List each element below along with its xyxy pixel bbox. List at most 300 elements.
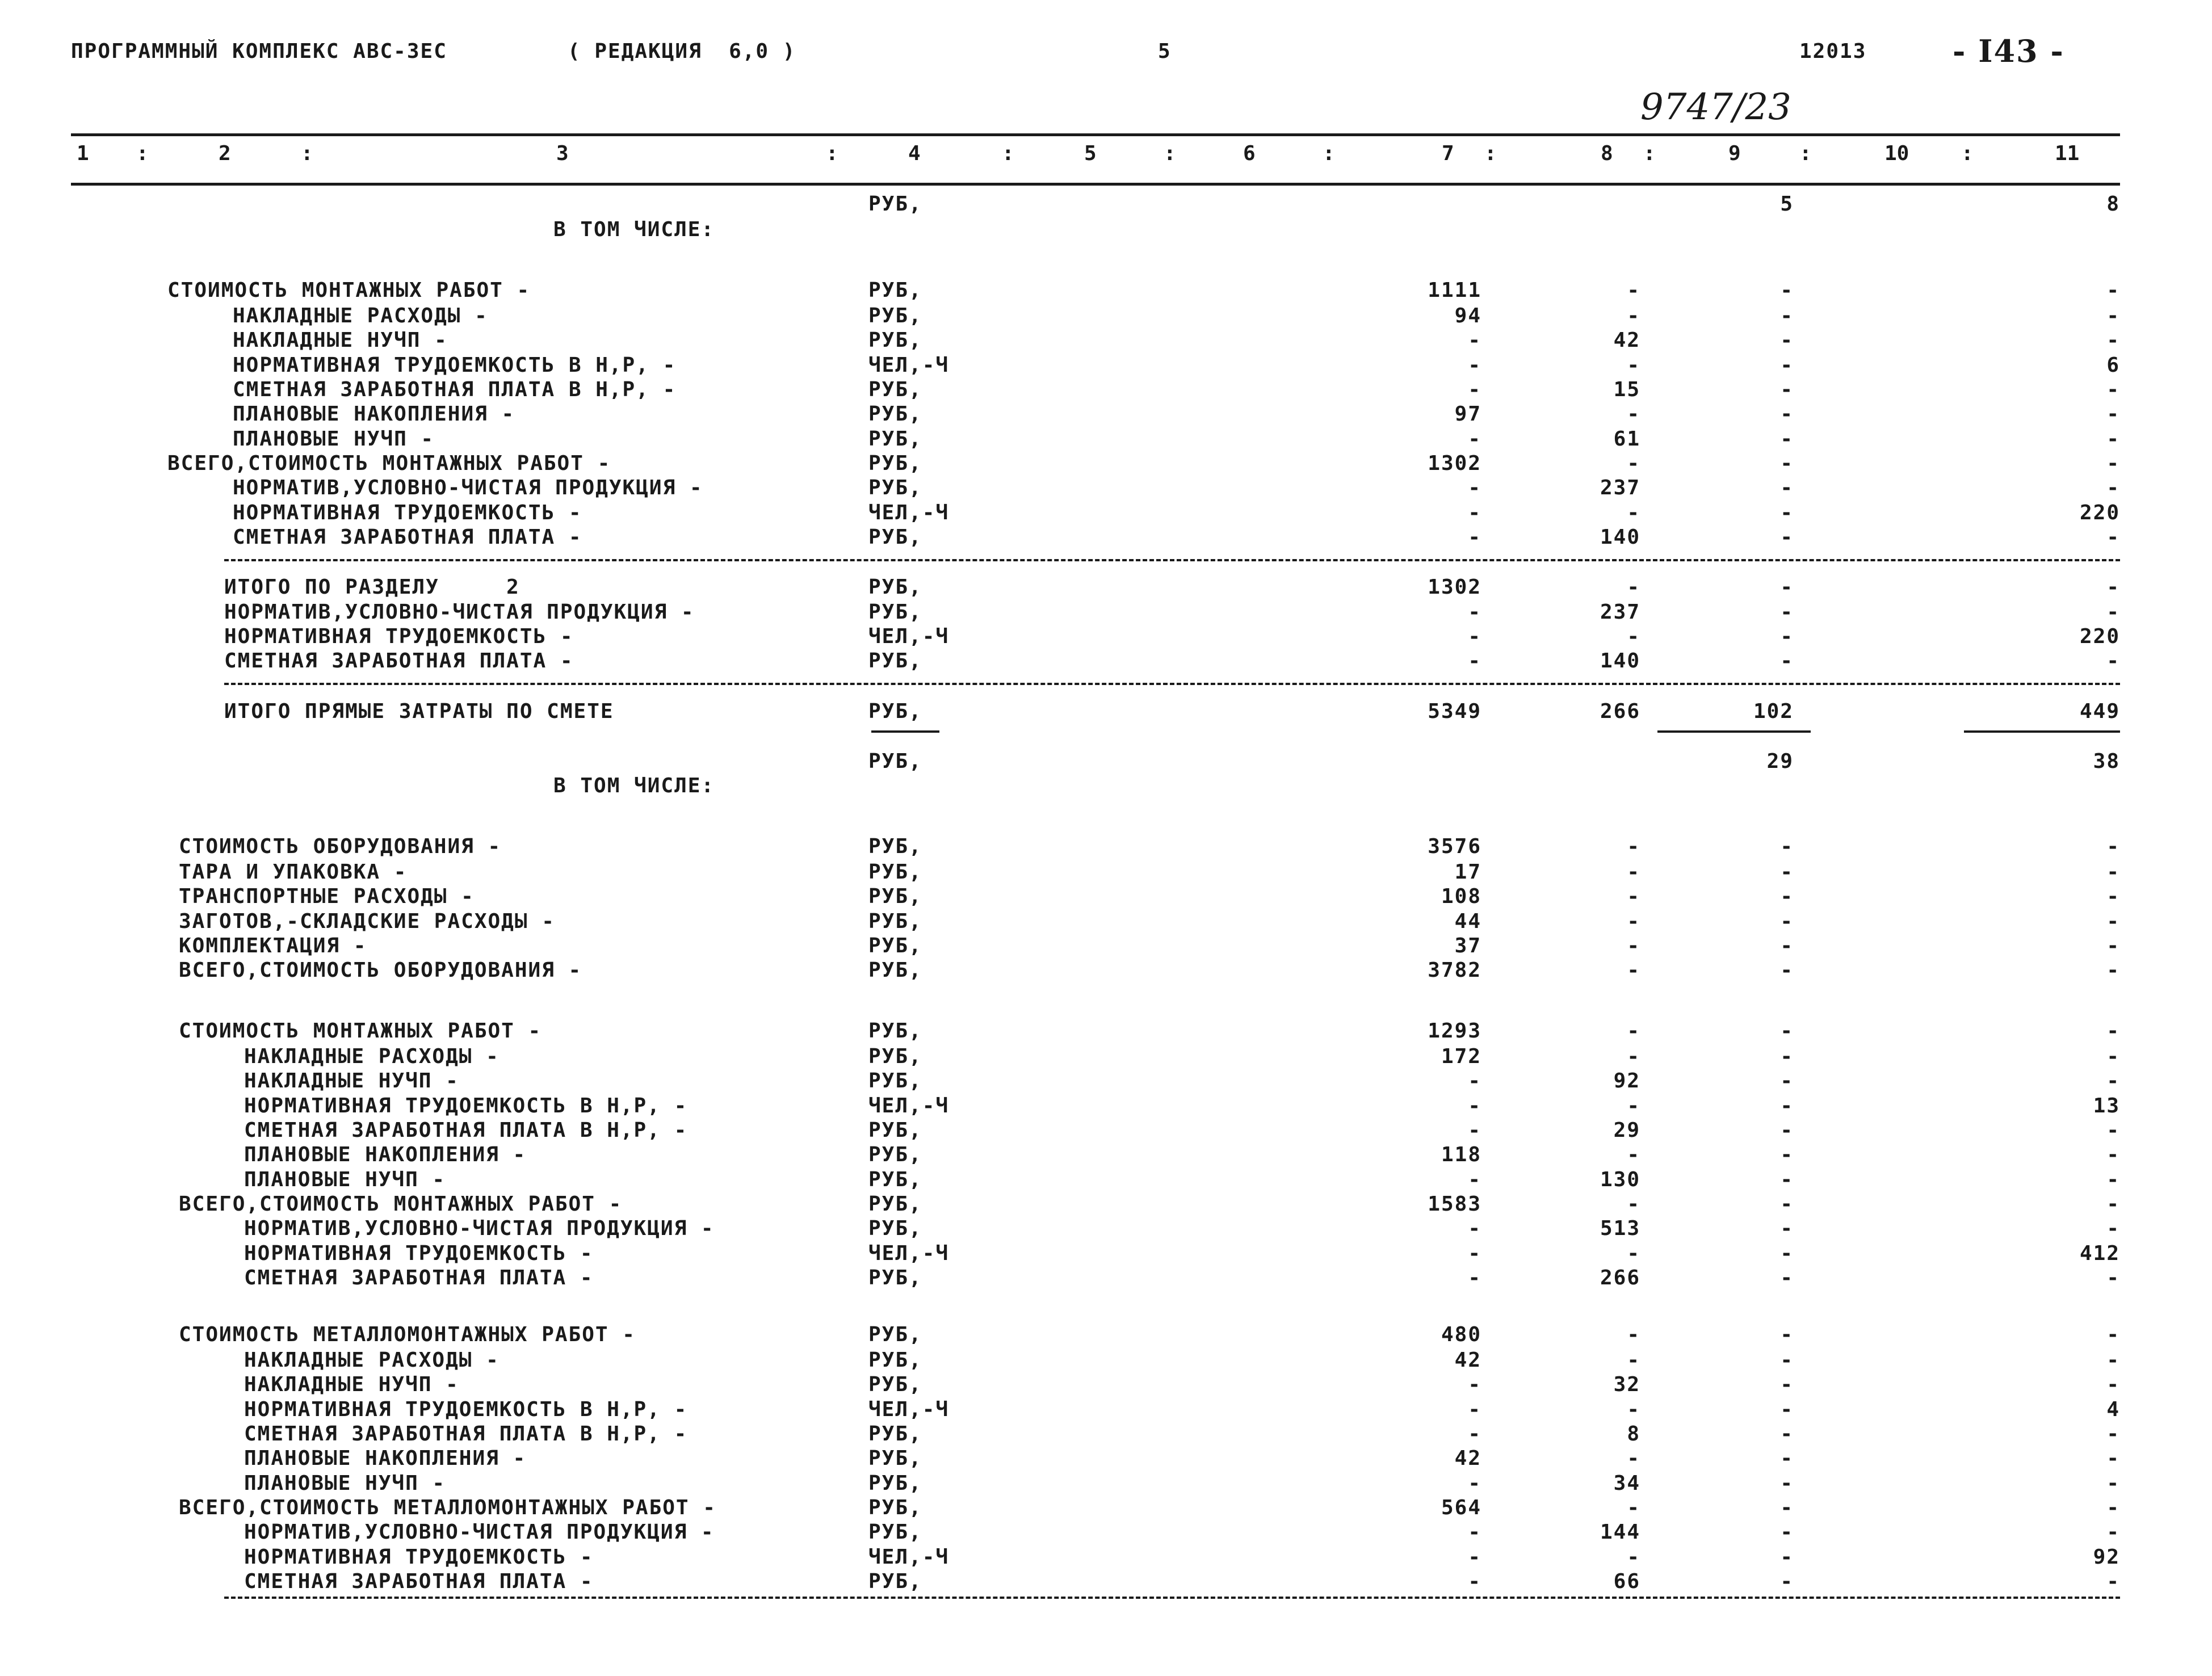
cell-col7: - (1468, 1119, 1481, 1142)
section-rule (224, 683, 2120, 685)
cell-col7: 1302 (1428, 452, 1481, 475)
row-unit: РУБ, (868, 1119, 922, 1142)
cell-col7: 172 (1441, 1045, 1481, 1068)
cell-col8: - (1627, 1019, 1640, 1043)
row-unit: РУБ, (868, 1570, 922, 1593)
cell-col9: - (1780, 476, 1794, 499)
cell-col8: - (1627, 625, 1640, 648)
row-unit: РУБ, (868, 1349, 922, 1372)
cell-col11: - (2106, 1472, 2120, 1495)
cell-col11: - (2106, 1422, 2120, 1446)
row-label: ВСЕГО,СТОИМОСТЬ МОНТАЖНЫХ РАБОТ - (179, 1192, 623, 1216)
column-separator: : (1323, 142, 1335, 165)
cell-col7: 1302 (1428, 576, 1481, 599)
cell-col7: - (1468, 427, 1481, 451)
cell-col9: - (1780, 1496, 1794, 1519)
row-label: НОРМАТИВНАЯ ТРУДОЕМКОСТЬ В Н,Р, - (244, 1094, 688, 1118)
cell-col9: 5 (1780, 192, 1794, 216)
cell-col9: - (1780, 1349, 1794, 1372)
row-label: НАКЛАДНЫЕ НУЧП - (233, 329, 448, 352)
row-unit: РУБ, (868, 378, 922, 401)
row-label: ВСЕГО,СТОИМОСТЬ МОНТАЖНЫХ РАБОТ - (167, 452, 611, 475)
cell-col8: 15 (1613, 378, 1640, 401)
cell-col11: 92 (2093, 1545, 2120, 1569)
row-unit: РУБ, (868, 192, 922, 216)
row-unit: РУБ, (868, 860, 922, 884)
cell-col11: - (2106, 1069, 2120, 1093)
cell-col8: 140 (1600, 649, 1640, 673)
column-separator: : (136, 142, 149, 165)
cell-col7: 1583 (1428, 1192, 1481, 1216)
cell-col8: 513 (1600, 1217, 1640, 1240)
cell-col11: - (2106, 885, 2120, 908)
cell-col8: - (1627, 835, 1640, 858)
cell-col11: 220 (2079, 625, 2120, 648)
cell-col8: 61 (1613, 427, 1640, 451)
column-separator: : (1643, 142, 1656, 165)
row-label: НАКЛАДНЫЕ РАСХОДЫ - (244, 1349, 500, 1372)
cell-col9: - (1780, 427, 1794, 451)
section-rule (224, 1597, 2120, 1599)
cell-col7: - (1468, 1242, 1481, 1265)
cell-col9: - (1780, 1217, 1794, 1240)
cell-col9: - (1780, 452, 1794, 475)
cell-col9: - (1780, 1520, 1794, 1544)
cell-col9: - (1780, 1192, 1794, 1216)
row-label: НОРМАТИВ,УСЛОВНО-ЧИСТАЯ ПРОДУКЦИЯ - (244, 1520, 715, 1544)
row-label: СМЕТНАЯ ЗАРАБОТНАЯ ПЛАТА В Н,Р, - (244, 1119, 688, 1142)
cell-col7: - (1468, 1422, 1481, 1446)
column-header-1: 1 (77, 142, 89, 165)
row-label: ИТОГО ПО РАЗДЕЛУ 2 (224, 576, 520, 599)
cell-col7: - (1468, 1168, 1481, 1191)
row-label: НОРМАТИВ,УСЛОВНО-ЧИСТАЯ ПРОДУКЦИЯ - (244, 1217, 715, 1240)
column-separator: : (1484, 142, 1497, 165)
cell-col8: - (1627, 576, 1640, 599)
cell-col9: - (1780, 910, 1794, 933)
row-label: НОРМАТИВ,УСЛОВНО-ЧИСТАЯ ПРОДУКЦИЯ - (224, 600, 695, 624)
cell-col9: - (1780, 1266, 1794, 1289)
cell-col9: - (1780, 1094, 1794, 1118)
cell-col7: - (1468, 625, 1481, 648)
cell-col8: 266 (1600, 1266, 1640, 1289)
row-unit: РУБ, (868, 1323, 922, 1346)
cell-col9: - (1780, 526, 1794, 549)
cell-col7: - (1468, 1373, 1481, 1396)
cell-col8: 144 (1600, 1520, 1640, 1544)
cell-col8: 130 (1600, 1168, 1640, 1191)
cell-col7: - (1468, 329, 1481, 352)
row-label: СМЕТНАЯ ЗАРАБОТНАЯ ПЛАТА В Н,Р, - (233, 378, 677, 401)
row-unit: РУБ, (868, 1045, 922, 1068)
cell-col9: - (1780, 1422, 1794, 1446)
row-unit: РУБ, (868, 329, 922, 352)
cell-col9: - (1780, 378, 1794, 401)
cell-col11: - (2106, 1349, 2120, 1372)
cell-col11: - (2106, 600, 2120, 624)
underline-rule (871, 730, 939, 733)
cell-col11: - (2106, 1496, 2120, 1519)
cell-col11: 4 (2106, 1398, 2120, 1421)
row-label: СТОИМОСТЬ МЕТАЛЛОМОНТАЖНЫХ РАБОТ - (179, 1323, 636, 1346)
cell-col8: - (1627, 402, 1640, 426)
row-label: ПЛАНОВЫЕ НАКОПЛЕНИЯ - (244, 1143, 527, 1166)
row-label: НОРМАТИВНАЯ ТРУДОЕМКОСТЬ - (244, 1545, 594, 1569)
cell-col9: 102 (1753, 700, 1794, 723)
cell-col9: - (1780, 1323, 1794, 1346)
row-unit: РУБ, (868, 427, 922, 451)
cell-col8: - (1627, 1143, 1640, 1166)
cell-col7: 564 (1441, 1496, 1481, 1519)
cell-col11: - (2106, 910, 2120, 933)
row-unit: РУБ, (868, 1168, 922, 1191)
cell-col9: - (1780, 1242, 1794, 1265)
cell-col11: - (2106, 1019, 2120, 1043)
cell-col11: - (2106, 1045, 2120, 1068)
column-header-11: 11 (2055, 142, 2080, 165)
cell-col7: 118 (1441, 1143, 1481, 1166)
column-separator: : (1002, 142, 1014, 165)
row-unit: РУБ, (868, 1069, 922, 1093)
row-label: В ТОМ ЧИСЛЕ: (553, 774, 715, 797)
row-unit: РУБ, (868, 885, 922, 908)
cell-col8: 266 (1600, 700, 1640, 723)
cell-col9: - (1780, 625, 1794, 648)
row-unit: РУБ, (868, 1217, 922, 1240)
cell-col8: - (1627, 1398, 1640, 1421)
row-unit: РУБ, (868, 452, 922, 475)
column-header-9: 9 (1728, 142, 1741, 165)
cell-col8: - (1627, 452, 1640, 475)
cell-col7: 1111 (1428, 279, 1481, 302)
handwritten-note: 9747/23 (1640, 86, 1791, 128)
cell-col7: - (1468, 1472, 1481, 1495)
cell-col11: 220 (2079, 501, 2120, 524)
row-unit: РУБ, (868, 1447, 922, 1470)
cell-col8: 140 (1600, 526, 1640, 549)
cell-col11: - (2106, 304, 2120, 327)
row-label: ПЛАНОВЫЕ НУЧП - (244, 1168, 446, 1191)
row-label: НОРМАТИВ,УСЛОВНО-ЧИСТАЯ ПРОДУКЦИЯ - (233, 476, 703, 499)
row-unit: РУБ, (868, 910, 922, 933)
cell-col8: 237 (1600, 476, 1640, 499)
cell-col7: - (1468, 354, 1481, 377)
cell-col9: - (1780, 354, 1794, 377)
cell-col7: - (1468, 1398, 1481, 1421)
cell-col7: 480 (1441, 1323, 1481, 1346)
cell-col8: - (1627, 1323, 1640, 1346)
cell-col8: - (1627, 354, 1640, 377)
cell-col8: 32 (1613, 1373, 1640, 1396)
row-unit: РУБ, (868, 1019, 922, 1043)
cell-col9: - (1780, 860, 1794, 884)
cell-col7: - (1468, 501, 1481, 524)
cell-col8: - (1627, 1045, 1640, 1068)
row-unit: РУБ, (868, 835, 922, 858)
row-unit: ЧЕЛ,-Ч (868, 625, 950, 648)
row-unit: РУБ, (868, 1266, 922, 1289)
row-unit: РУБ, (868, 1472, 922, 1495)
column-header-4: 4 (908, 142, 921, 165)
underline-rule (1964, 730, 2120, 733)
cell-col8: - (1627, 501, 1640, 524)
cell-col8: - (1627, 910, 1640, 933)
row-unit: РУБ, (868, 934, 922, 957)
cell-col11: - (2106, 452, 2120, 475)
cell-col9: - (1780, 885, 1794, 908)
cell-col9: - (1780, 1069, 1794, 1093)
cell-col8: 8 (1627, 1422, 1640, 1446)
row-label: СМЕТНАЯ ЗАРАБОТНАЯ ПЛАТА В Н,Р, - (244, 1422, 688, 1446)
cell-col8: - (1627, 1349, 1640, 1372)
cell-col7: - (1468, 476, 1481, 499)
cell-col7: - (1468, 1570, 1481, 1593)
page-number: - I43 - (1953, 33, 2064, 69)
row-unit: ЧЕЛ,-Ч (868, 1398, 950, 1421)
cell-col11: 449 (2079, 700, 2120, 723)
cell-col11: - (2106, 959, 2120, 982)
cell-col7: 5349 (1428, 700, 1481, 723)
row-unit: ЧЕЛ,-Ч (868, 354, 950, 377)
cell-col11: - (2106, 1143, 2120, 1166)
cell-col7: - (1468, 1266, 1481, 1289)
row-unit: РУБ, (868, 279, 922, 302)
row-unit: РУБ, (868, 576, 922, 599)
cell-col11: - (2106, 1520, 2120, 1544)
cell-col9: - (1780, 1447, 1794, 1470)
cell-col11: - (2106, 476, 2120, 499)
row-label: НАКЛАДНЫЕ РАСХОДЫ - (244, 1045, 500, 1068)
cell-col11: 13 (2093, 1094, 2120, 1118)
cell-col9: - (1780, 934, 1794, 957)
row-label: НАКЛАДНЫЕ НУЧП - (244, 1069, 459, 1093)
row-label: СМЕТНАЯ ЗАРАБОТНАЯ ПЛАТА - (233, 526, 582, 549)
row-unit: РУБ, (868, 1143, 922, 1166)
cell-col11: 412 (2079, 1242, 2120, 1265)
cell-col7: - (1468, 1545, 1481, 1569)
cell-col11: - (2106, 279, 2120, 302)
row-unit: РУБ, (868, 649, 922, 673)
column-header-10: 10 (1884, 142, 1909, 165)
cell-col9: - (1780, 959, 1794, 982)
row-unit: ЧЕЛ,-Ч (868, 1094, 950, 1118)
cell-col7: - (1468, 1069, 1481, 1093)
row-unit: РУБ, (868, 700, 922, 723)
row-label: КОМПЛЕКТАЦИЯ - (179, 934, 367, 957)
column-separator: : (1799, 142, 1812, 165)
row-label: ПЛАНОВЫЕ НАКОПЛЕНИЯ - (244, 1447, 527, 1470)
cell-col7: - (1468, 1094, 1481, 1118)
row-label: НОРМАТИВНАЯ ТРУДОЕМКОСТЬ В Н,Р, - (233, 354, 677, 377)
cell-col9: - (1780, 576, 1794, 599)
cell-col9: - (1780, 501, 1794, 524)
cell-col9: - (1780, 1119, 1794, 1142)
header-rule-bottom (71, 183, 2120, 186)
row-unit: ЧЕЛ,-Ч (868, 1242, 950, 1265)
row-label: ТРАНСПОРТНЫЕ РАСХОДЫ - (179, 885, 475, 908)
cell-col11: 8 (2106, 192, 2120, 216)
cell-col7: - (1468, 378, 1481, 401)
cell-col8: - (1627, 1192, 1640, 1216)
row-unit: РУБ, (868, 402, 922, 426)
column-separator: : (1961, 142, 1974, 165)
cell-col11: - (2106, 576, 2120, 599)
header-rule-top (71, 133, 2120, 136)
row-unit: РУБ, (868, 526, 922, 549)
column-header-3: 3 (556, 142, 569, 165)
cell-col9: 29 (1766, 750, 1794, 773)
cell-col8: - (1627, 934, 1640, 957)
row-label: НОРМАТИВНАЯ ТРУДОЕМКОСТЬ - (244, 1242, 594, 1265)
row-label: НАКЛАДНЫЕ НУЧП - (244, 1373, 459, 1396)
cell-col7: 1293 (1428, 1019, 1481, 1043)
cell-col11: - (2106, 329, 2120, 352)
cell-col9: - (1780, 1019, 1794, 1043)
edition-label: ( РЕДАКЦИЯ 6,0 ) (568, 40, 796, 63)
row-label: ИТОГО ПРЯМЫЕ ЗАТРАТЫ ПО СМЕТЕ (224, 700, 614, 723)
column-separator: : (1164, 142, 1176, 165)
column-header-5: 5 (1084, 142, 1097, 165)
cell-col11: - (2106, 378, 2120, 401)
sheet-number: 5 (1158, 40, 1172, 63)
row-label: СМЕТНАЯ ЗАРАБОТНАЯ ПЛАТА - (244, 1266, 594, 1289)
cell-col9: - (1780, 1168, 1794, 1191)
column-header-8: 8 (1601, 142, 1613, 165)
row-label: НОРМАТИВНАЯ ТРУДОЕМКОСТЬ - (233, 501, 582, 524)
cell-col8: 29 (1613, 1119, 1640, 1142)
row-label: ВСЕГО,СТОИМОСТЬ ОБОРУДОВАНИЯ - (179, 959, 582, 982)
cell-col11: 38 (2093, 750, 2120, 773)
section-rule (224, 559, 2120, 561)
row-label: НОРМАТИВНАЯ ТРУДОЕМКОСТЬ В Н,Р, - (244, 1398, 688, 1421)
cell-col11: - (2106, 1119, 2120, 1142)
cell-col9: - (1780, 649, 1794, 673)
cell-col8: 237 (1600, 600, 1640, 624)
cell-col9: - (1780, 835, 1794, 858)
cell-col8: 34 (1613, 1472, 1640, 1495)
cell-col7: - (1468, 600, 1481, 624)
row-label: ПЛАНОВЫЕ НУЧП - (233, 427, 435, 451)
column-header-2: 2 (219, 142, 231, 165)
cell-col9: - (1780, 1545, 1794, 1569)
cell-col8: - (1627, 1242, 1640, 1265)
cell-col8: 42 (1613, 329, 1640, 352)
cell-col7: 97 (1454, 402, 1481, 426)
document-code: 12013 (1799, 40, 1867, 63)
underline-rule (1657, 730, 1811, 733)
row-unit: РУБ, (868, 476, 922, 499)
row-label: СМЕТНАЯ ЗАРАБОТНАЯ ПЛАТА - (224, 649, 574, 673)
row-unit: РУБ, (868, 750, 922, 773)
cell-col8: - (1627, 1496, 1640, 1519)
row-unit: РУБ, (868, 304, 922, 327)
cell-col9: - (1780, 279, 1794, 302)
cell-col11: - (2106, 860, 2120, 884)
row-unit: ЧЕЛ,-Ч (868, 1545, 950, 1569)
cell-col9: - (1780, 304, 1794, 327)
cell-col11: - (2106, 934, 2120, 957)
cell-col7: 94 (1454, 304, 1481, 327)
cell-col9: - (1780, 1472, 1794, 1495)
row-unit: РУБ, (868, 1496, 922, 1519)
row-unit: ЧЕЛ,-Ч (868, 501, 950, 524)
cell-col8: - (1627, 959, 1640, 982)
row-label: В ТОМ ЧИСЛЕ: (553, 218, 715, 241)
cell-col8: - (1627, 279, 1640, 302)
row-label: ТАРА И УПАКОВКА - (179, 860, 408, 884)
cell-col8: 92 (1613, 1069, 1640, 1093)
program-title: ПРОГРАММНЫЙ КОМПЛЕКС АВС-ЗЕС (71, 40, 447, 63)
row-label: СТОИМОСТЬ ОБОРУДОВАНИЯ - (179, 835, 502, 858)
row-unit: РУБ, (868, 959, 922, 982)
column-separator: : (301, 142, 313, 165)
cell-col11: - (2106, 1447, 2120, 1470)
cell-col11: - (2106, 526, 2120, 549)
cell-col7: 108 (1441, 885, 1481, 908)
cell-col8: - (1627, 860, 1640, 884)
cell-col7: 42 (1454, 1447, 1481, 1470)
cell-col9: - (1780, 600, 1794, 624)
row-unit: РУБ, (868, 1422, 922, 1446)
cell-col11: - (2106, 402, 2120, 426)
cell-col7: - (1468, 1217, 1481, 1240)
cell-col8: - (1627, 885, 1640, 908)
cell-col8: - (1627, 1447, 1640, 1470)
column-header-7: 7 (1442, 142, 1454, 165)
row-label: ВСЕГО,СТОИМОСТЬ МЕТАЛЛОМОНТАЖНЫХ РАБОТ - (179, 1496, 716, 1519)
cell-col9: - (1780, 1570, 1794, 1593)
row-label: ЗАГОТОВ,-СКЛАДСКИЕ РАСХОДЫ - (179, 910, 555, 933)
row-unit: РУБ, (868, 1192, 922, 1216)
cell-col7: - (1468, 649, 1481, 673)
cell-col11: 6 (2106, 354, 2120, 377)
row-unit: РУБ, (868, 1520, 922, 1544)
cell-col9: - (1780, 1045, 1794, 1068)
column-separator: : (826, 142, 838, 165)
cell-col7: 3782 (1428, 959, 1481, 982)
row-unit: РУБ, (868, 600, 922, 624)
cell-col9: - (1780, 1373, 1794, 1396)
cell-col11: - (2106, 1192, 2120, 1216)
row-label: НАКЛАДНЫЕ РАСХОДЫ - (233, 304, 488, 327)
cell-col9: - (1780, 402, 1794, 426)
cell-col7: 17 (1454, 860, 1481, 884)
column-header-6: 6 (1243, 142, 1256, 165)
cell-col11: - (2106, 1323, 2120, 1346)
cell-col11: - (2106, 1168, 2120, 1191)
cell-col11: - (2106, 1373, 2120, 1396)
cell-col7: 42 (1454, 1349, 1481, 1372)
cell-col8: - (1627, 304, 1640, 327)
row-label: НОРМАТИВНАЯ ТРУДОЕМКОСТЬ - (224, 625, 574, 648)
cell-col11: - (2106, 1217, 2120, 1240)
cell-col7: 3576 (1428, 835, 1481, 858)
cell-col11: - (2106, 1570, 2120, 1593)
cell-col11: - (2106, 1266, 2120, 1289)
cell-col7: - (1468, 1520, 1481, 1544)
cell-col8: - (1627, 1545, 1640, 1569)
row-label: СТОИМОСТЬ МОНТАЖНЫХ РАБОТ - (179, 1019, 542, 1043)
cell-col9: - (1780, 1398, 1794, 1421)
cell-col11: - (2106, 835, 2120, 858)
cell-col7: 37 (1454, 934, 1481, 957)
cell-col7: - (1468, 526, 1481, 549)
cell-col9: - (1780, 329, 1794, 352)
row-label: СМЕТНАЯ ЗАРАБОТНАЯ ПЛАТА - (244, 1570, 594, 1593)
cell-col11: - (2106, 427, 2120, 451)
row-label: ПЛАНОВЫЕ НАКОПЛЕНИЯ - (233, 402, 515, 426)
cell-col8: 66 (1613, 1570, 1640, 1593)
